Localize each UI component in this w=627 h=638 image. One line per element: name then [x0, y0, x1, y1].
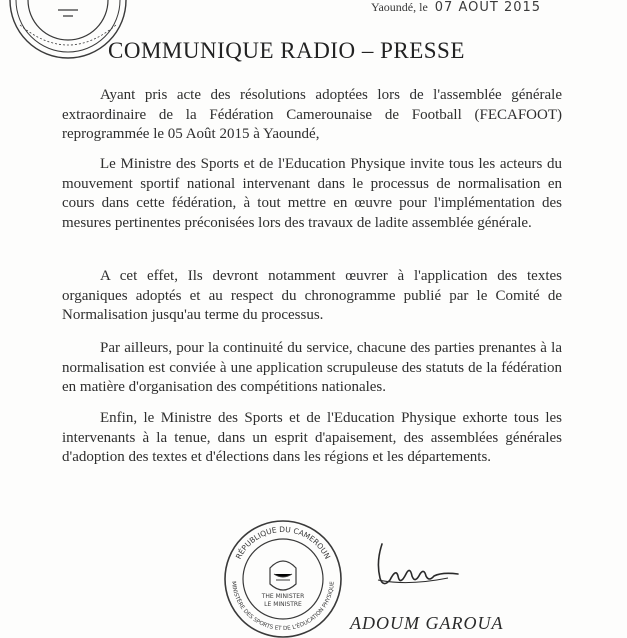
signature-icon: [368, 540, 468, 600]
paragraph: [62, 339, 562, 398]
paragraph: [62, 409, 562, 468]
paragraph-text: Le Ministre des Sports et de l'Education Physique invite tous les acteurs du mouvement sportif national intervenant dans le processus de normalisation en cours dans cette fédération, à tout mettre en œuvre pour l'implémentation des mesures pertinentes préconisées lors des travaux de ladite assemblée générale.: [62, 156, 562, 231]
date-stamp: 07 AOUT 2015: [434, 0, 542, 15]
signatory-name: ADOUM GAROUA: [350, 613, 504, 633]
paragraph-text: Enfin, le Ministre des Sports et de l'Education Physique exhorte tous les intervenants à la tenue, dans un esprit d'apaisement, des assemblées générales d'adoption des textes et d'élections dans les régions et les départements.: [62, 410, 562, 465]
paragraph-text: Par ailleurs, pour la continuité du service, chacune des parties prenantes à la normalisation est conviée à une application scrupuleuse des statuts de la fédération en matière d'organisation des compétitions nationales.: [62, 340, 562, 395]
paragraph: [62, 267, 562, 326]
stamp-ring-bottom: MINISTÈRE DES SPORTS ET DE L'ÉDUCATION PHYSIQUE: [230, 581, 336, 633]
svg-text:RÉPUBLIQUE DU CAMEROUN: [234, 525, 332, 561]
stamp-center-text-1: THE MINISTER: [261, 593, 305, 600]
date-line: [371, 0, 541, 15]
paragraph: [62, 155, 562, 233]
stamp-center-text-2: LE MINISTRE: [264, 601, 302, 608]
page-title: COMMUNIQUE RADIO – PRESSE: [108, 38, 465, 63]
paragraph-text: Ayant pris acte des résolutions adoptées lors de l'assemblée générale extraordinaire de la Fédération Camerounaise de Football (FECAFOOT) reprogrammée le 05 Août 2015 à Yaoundé,: [62, 87, 562, 142]
paragraph-text: A cet effet, Ils devront notamment œuvrer à l'application des textes organiques adoptés et au respect du chronogramme publié par le Comité de Normalisation jusqu'au terme du processus.: [62, 268, 562, 323]
official-stamp-icon: [222, 518, 344, 638]
paragraph: [62, 86, 562, 145]
stamp-ring-top: RÉPUBLIQUE DU CAMEROUN: [233, 524, 333, 561]
date-prefix: Yaoundé, le: [371, 0, 428, 14]
